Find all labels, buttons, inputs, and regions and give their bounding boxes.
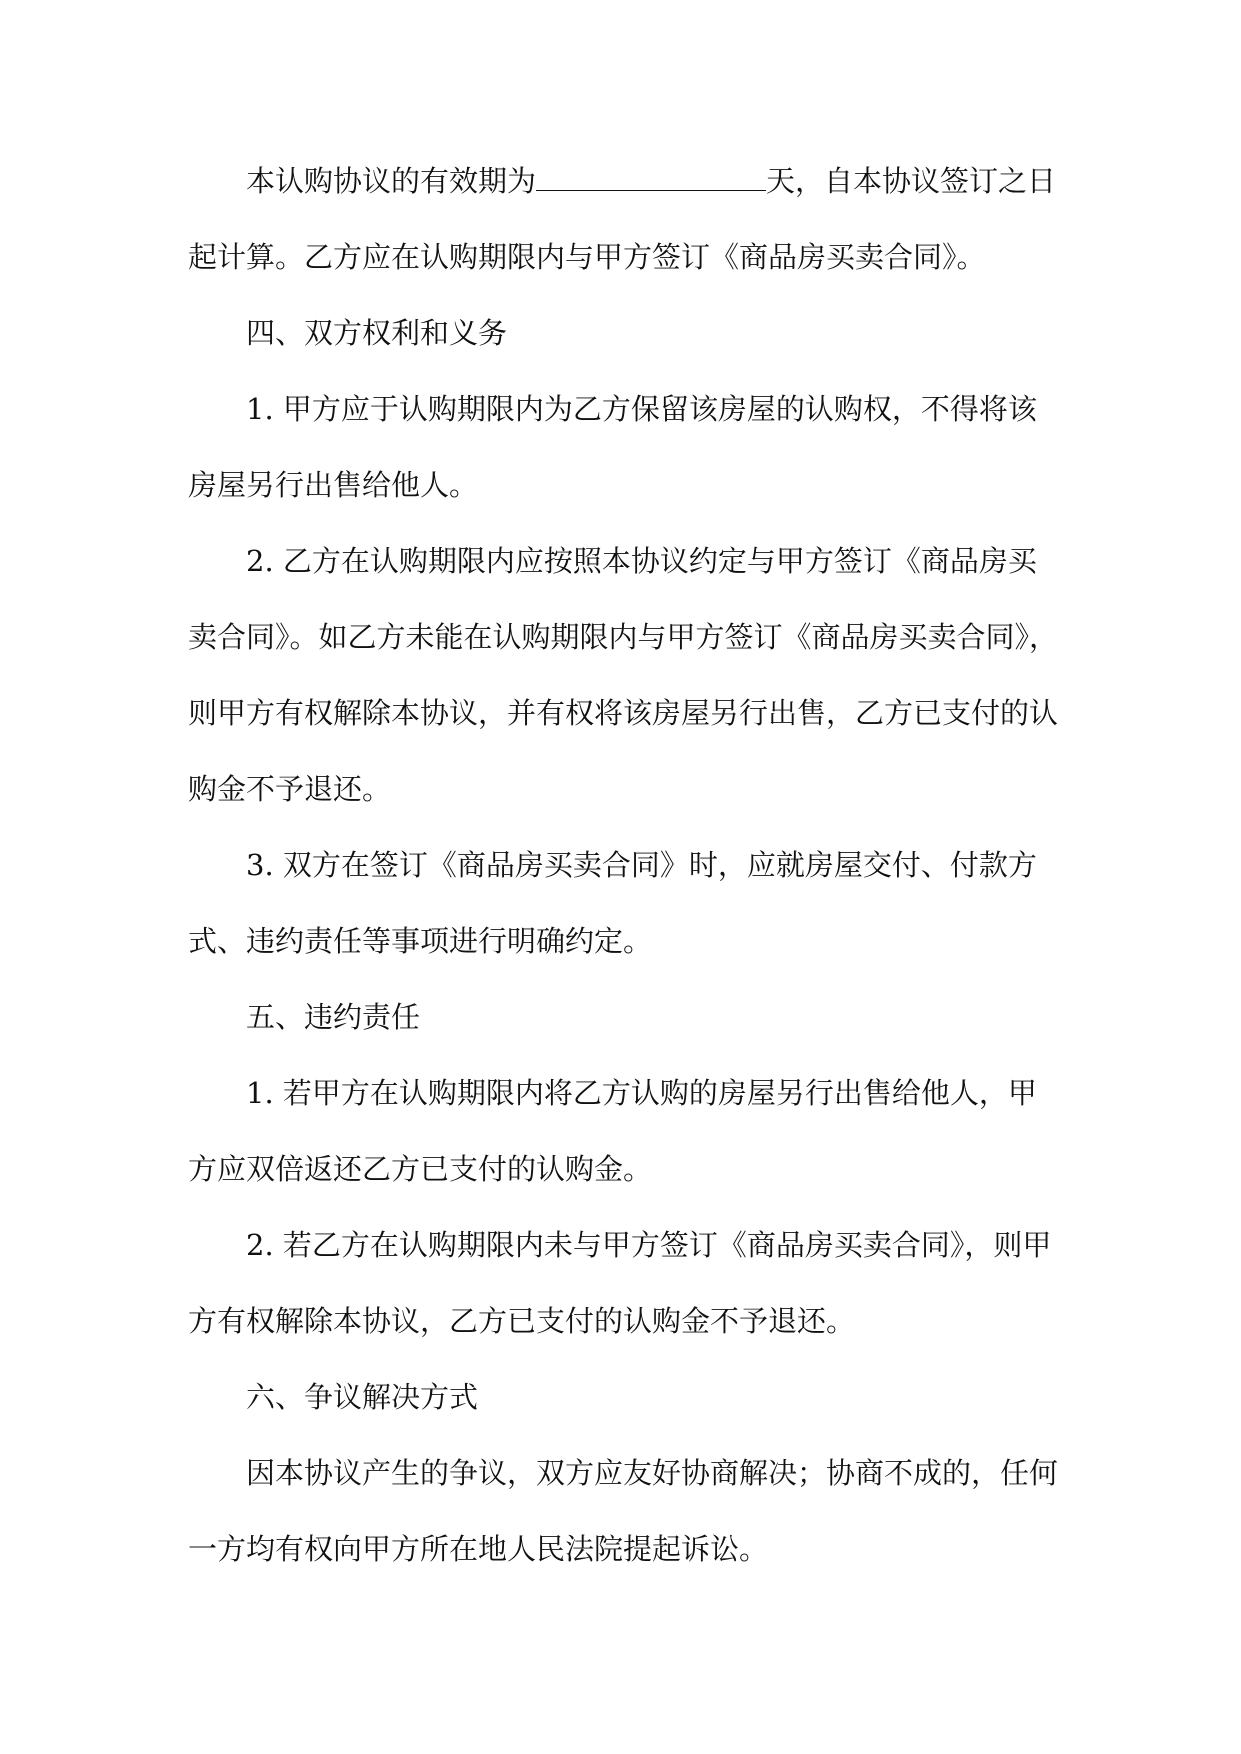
liability-item-1: 1. 若甲方在认购期限内将乙方认购的房屋另行出售给他人，甲方应双倍返还乙方已支付的认购金。	[188, 1076, 1037, 1186]
document-page	[188, 143, 1058, 1587]
section-heading-rights: 四、双方权利和义务	[246, 316, 508, 350]
section-heading-liability: 五、违约责任	[246, 1000, 421, 1034]
section-heading-dispute: 六、争议解决方式	[246, 1380, 479, 1414]
validity-text-after: 天，自本协议签订之日起计算。乙方应在认购期限内与甲方签订《商品房买卖合同》。	[188, 164, 1057, 274]
liability-item-2: 2. 若乙方在认购期限内未与甲方签订《商品房买卖合同》，则甲方有权解除本协议，乙方已支付的认购金不予退还。	[188, 1228, 1052, 1338]
validity-paragraph	[188, 143, 1058, 295]
validity-days-blank	[536, 162, 766, 191]
validity-text-before: 本认购协议的有效期为	[246, 164, 537, 198]
rights-item-1: 1. 甲方应于认购期限内为乙方保留该房屋的认购权，不得将该房屋另行出售给他人。	[188, 392, 1037, 502]
rights-item-3: 3. 双方在签订《商品房买卖合同》时，应就房屋交付、付款方式、违约责任等事项进行明确约定。	[188, 848, 1037, 958]
dispute-paragraph: 因本协议产生的争议，双方应友好协商解决；协商不成的，任何一方均有权向甲方所在地人民法院提起诉讼。	[188, 1456, 1059, 1566]
rights-item-2: 2. 乙方在认购期限内应按照本协议约定与甲方签订《商品房买卖合同》。如乙方未能在认购期限内与甲方签订《商品房买卖合同》，则甲方有权解除本协议，并有权将该房屋另行出售，乙方已支付的认购金不予退还。	[188, 544, 1059, 806]
